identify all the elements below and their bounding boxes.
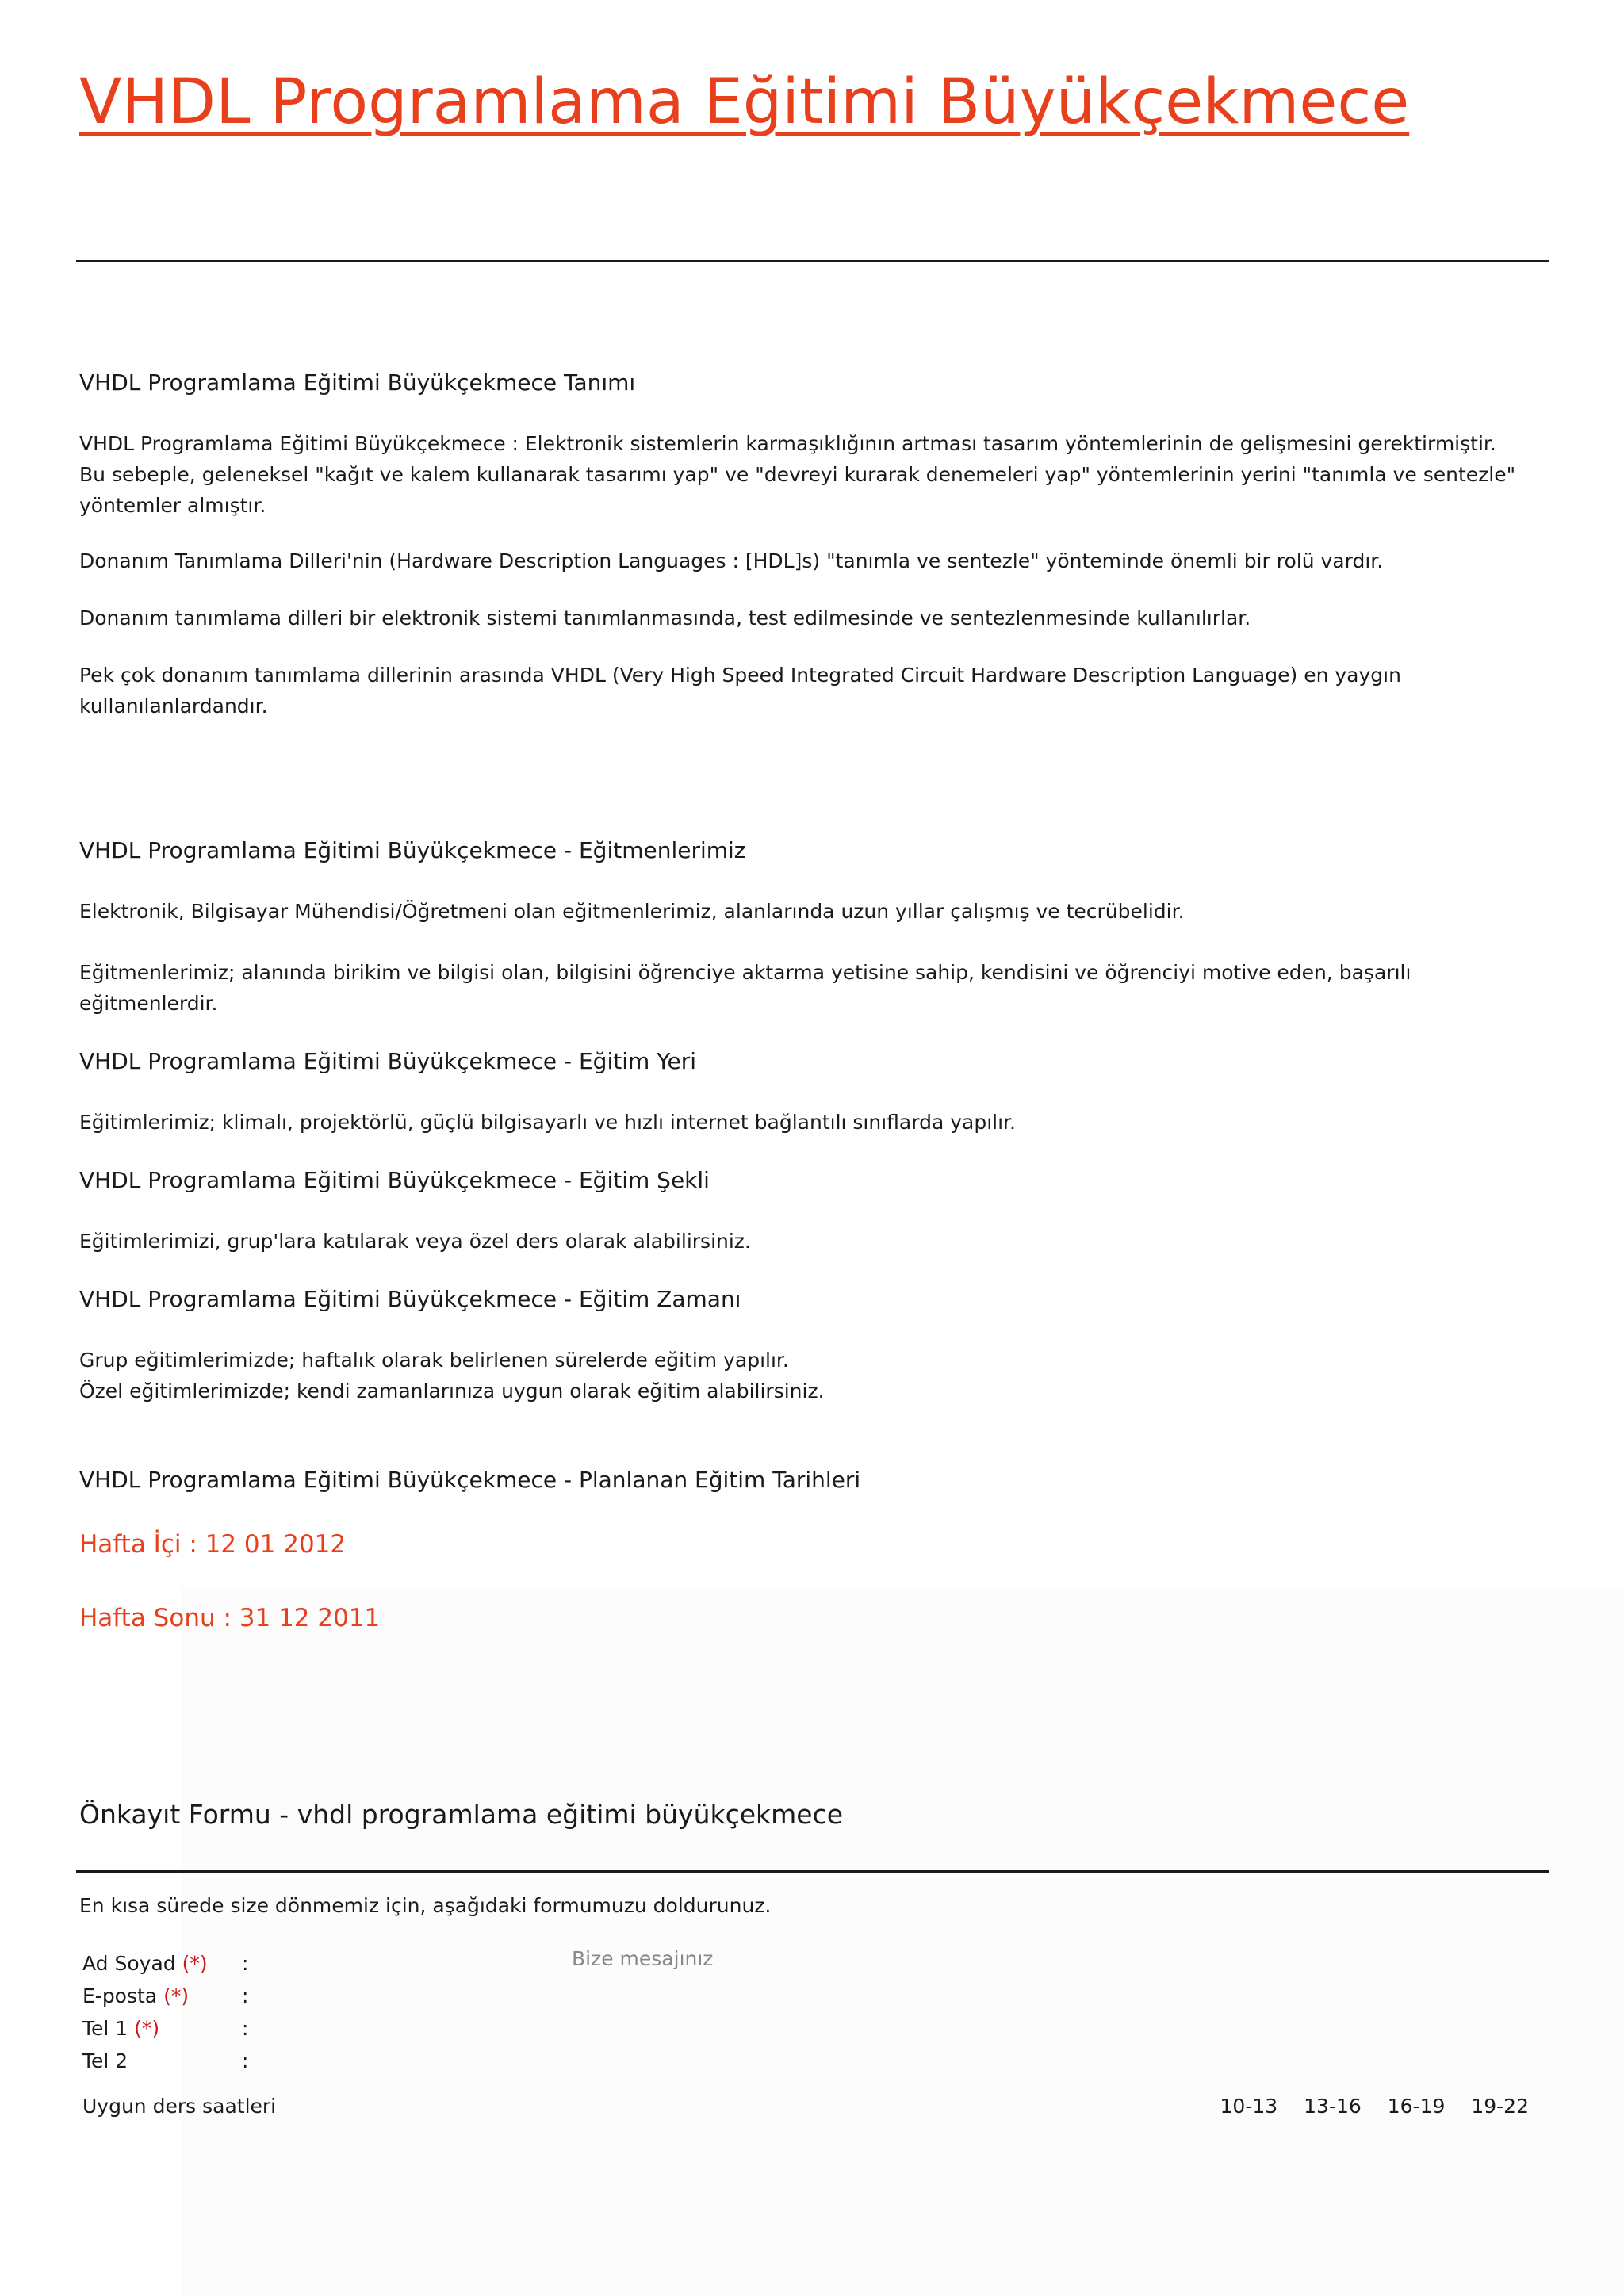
format-heading: VHDL Programlama Eğitimi Büyükçekmece - Eğitim Şekli — [79, 1167, 710, 1193]
hour-slot-13-16[interactable]: 13-16 — [1304, 2095, 1362, 2118]
email-label: E-posta (*) — [82, 1984, 190, 2007]
tel2-label: Tel 2 — [82, 2049, 128, 2072]
page-title[interactable]: VHDL Programlama Eğitimi Büyükçekmece — [79, 67, 1410, 138]
format-text: Eğitimlerimizi, grup'lara katılarak veya özel ders olarak alabilirsiniz. — [79, 1230, 751, 1253]
hours-label: Uygun ders saatleri — [82, 2095, 277, 2118]
tel1-input[interactable] — [262, 2014, 527, 2041]
dates-heading: VHDL Programlama Eğitimi Büyükçekmece - Planlanan Eğitim Tarihleri — [79, 1467, 861, 1493]
schedule-heading: VHDL Programlama Eğitimi Büyükçekmece - Eğitim Zamanı — [79, 1286, 741, 1312]
form-intro: En kısa sürede size dönmemiz için, aşağıdaki formumuzu doldurunuz. — [79, 1894, 772, 1917]
description-paragraph-2: Donanım Tanımlama Dilleri'nin (Hardware Description Languages : [HDL]s) "tanımla ve sentezle" yönteminde önemli bir rolü vardır. — [79, 549, 1384, 572]
description-heading: VHDL Programlama Eğitimi Büyükçekmece Tanımı — [79, 369, 636, 396]
tel1-colon: : — [242, 2017, 249, 2040]
description-paragraph-4: Pek çok donanım tanımlama dillerinin arasında VHDL (Very High Speed Integrated Circuit Hardware Description Language) en yaygın kullanılanlardandır. — [79, 664, 1401, 718]
name-label: Ad Soyad (*) — [82, 1952, 208, 1975]
name-colon: : — [242, 1952, 249, 1975]
tel2-colon: : — [242, 2049, 249, 2072]
instructors-heading: VHDL Programlama Eğitimi Büyükçekmece - Eğitmenlerimiz — [79, 837, 746, 863]
location-text: Eğitimlerimiz; klimalı, projektörlü, güçlü bilgisayarlı ve hızlı internet bağlantılı sınıflarda yapılır. — [79, 1111, 1016, 1134]
instructors-paragraph-1: Elektronik, Bilgisayar Mühendisi/Öğretmeni olan eğitmenlerimiz, alanlarında uzun yıllar çalışmış ve tecrübelidir. — [79, 900, 1185, 923]
weekday-date: Hafta İçi : 12 01 2012 — [79, 1530, 347, 1559]
location-heading: VHDL Programlama Eğitimi Büyükçekmece - Eğitim Yeri — [79, 1048, 697, 1074]
form-title: Önkayıt Formu - vhdl programlama eğitimi büyükçekmece — [79, 1799, 844, 1830]
hours-options — [1201, 2095, 1529, 2118]
schedule-group-text: Grup eğitimlerimizde; haftalık olarak belirlenen sürelerde eğitim yapılır. — [79, 1349, 789, 1372]
hour-slot-19-22[interactable]: 19-22 — [1471, 2095, 1529, 2118]
description-paragraph-3: Donanım tanımlama dilleri bir elektronik sistemi tanımlanmasında, test edilmesinde ve sentezlenmesinde kullanılırlar. — [79, 607, 1251, 629]
form-divider — [76, 1870, 1549, 1873]
email-input[interactable] — [262, 1981, 527, 2008]
weekend-date: Hafta Sonu : 31 12 2011 — [79, 1604, 381, 1632]
instructors-paragraph-2: Eğitmenlerimiz; alanında birikim ve bilgisi olan, bilgisini öğrenciye aktarma yetisine sahip, kendisini ve öğrenciyi motive eden, başarılı eğitmenlerdir. — [79, 961, 1411, 1015]
description-paragraph-1: VHDL Programlama Eğitimi Büyükçekmece : Elektronik sistemlerin karmaşıklığının artması tasarım yöntemlerinin de gelişmesini gerektirmiştir. Bu sebeple, geleneksel "kağıt ve kalem kullanarak tasarımı yap" ve "devreyi kurarak denemeleri yap" yöntemlerinin yerini "tanımla ve sentezle" yöntemler almıştır. — [79, 432, 1516, 517]
schedule-private-text: Özel eğitimlerimizde; kendi zamanlarınıza uygun olarak eğitim alabilirsiniz. — [79, 1380, 825, 1402]
required-mark: (*) — [134, 2017, 160, 2040]
message-textarea[interactable] — [567, 1942, 1084, 2079]
tel2-input[interactable] — [262, 2046, 527, 2073]
hour-slot-10-13[interactable]: 10-13 — [1220, 2095, 1278, 2118]
header-divider — [76, 260, 1549, 262]
name-input[interactable] — [262, 1949, 527, 1976]
hour-slot-16-19[interactable]: 16-19 — [1387, 2095, 1446, 2118]
tel1-label: Tel 1 (*) — [82, 2017, 160, 2040]
required-mark: (*) — [163, 1984, 190, 2007]
email-colon: : — [242, 1984, 249, 2007]
required-mark: (*) — [182, 1952, 208, 1975]
